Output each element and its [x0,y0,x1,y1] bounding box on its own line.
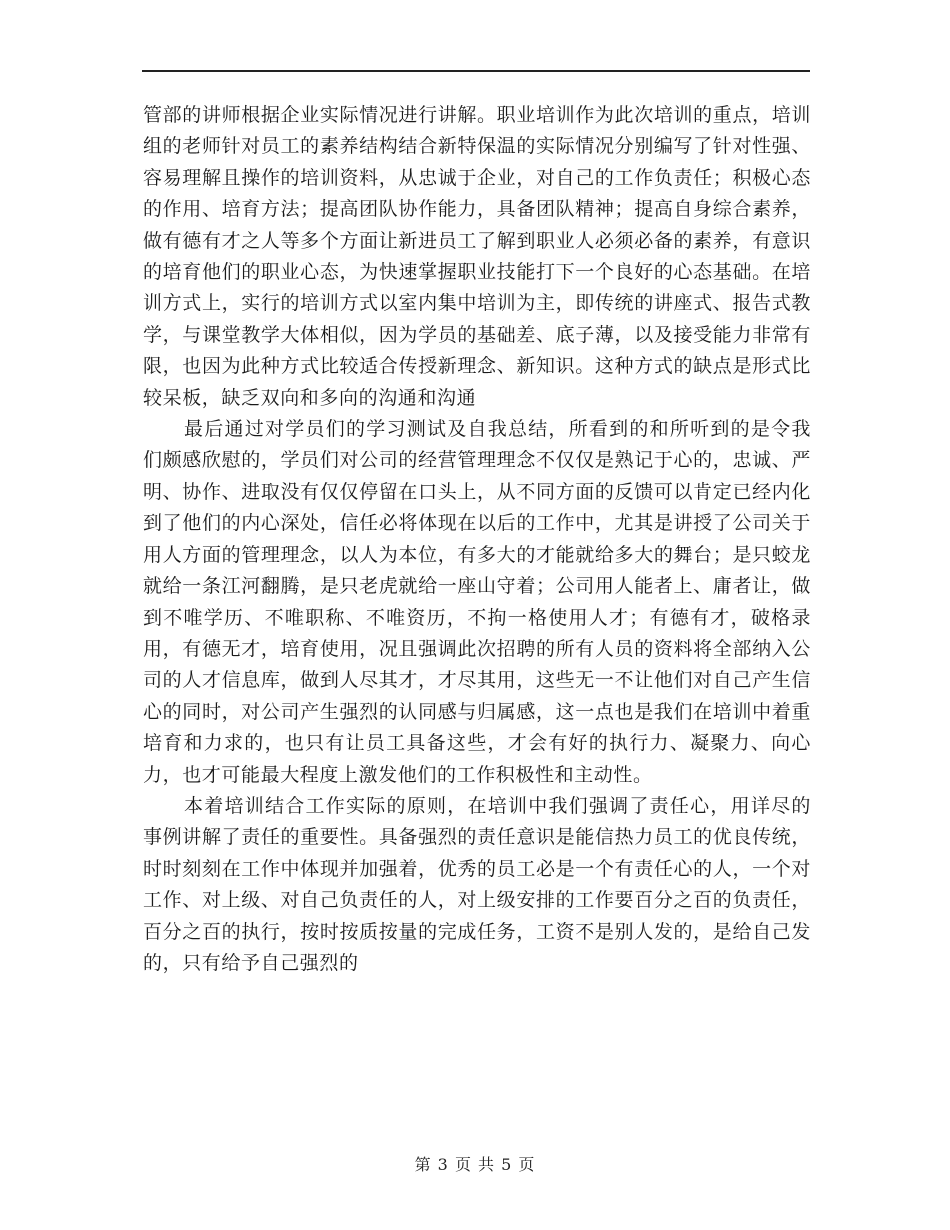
paragraph-1: 管部的讲师根据企业实际情况进行讲解。职业培训作为此次培训的重点，培训组的老师针对员工的素养结构结合新特保温的实际情况分别编写了针对性强、容易理解且操作的培训资料，从忠诚于企业，对自己的工作负责任；积极心态的作用、培育方法；提高团队协作能力，具备团队精神；提高自身综合素养，做有德有才之人等多个方面让新进员工了解到职业人必须必备的素养，有意识的培育他们的职业心态，为快速掌握职业技能打下一个良好的心态基础。在培训方式上，实行的培训方式以室内集中培训为主，即传统的讲座式、报告式教学，与课堂教学大体相似，因为学员的基础差、底子薄，以及接受能力非常有限，也因为此种方式比较适合传授新理念、新知识。这种方式的缺点是形式比较呆板，缺乏双向和多向的沟通和沟通 [143,104,811,409]
document-body [143,100,811,979]
paragraph-2: 最后通过对学员们的学习测试及自我总结，所看到的和所听到的是令我们颇感欣慰的，学员们对公司的经营管理理念不仅仅是熟记于心的，忠诚、严明、协作、进取没有仅仅停留在口头上，从不同方面的反馈可以肯定已经内化到了他们的内心深处，信任必将体现在以后的工作中，尤其是讲授了公司关于用人方面的管理理念，以人为本位，有多大的才能就给多大的舞台；是只蛟龙就给一条江河翻腾，是只老虎就给一座山守着；公司用人能者上、庸者让，做到不唯学历、不唯职称、不唯资历，不拘一格使用人才；有德有才，破格录用，有德无才，培育使用，况且强调此次招聘的所有人员的资料将全部纳入公司的人才信息库，做到人尽其才，才尽其用，这些无一不让他们对自己产生信心的同时，对公司产生强烈的认同感与归属感，这一点也是我们在培训中着重培育和力求的，也只有让员工具备这些，才会有好的执行力、凝聚力、向心力，也才可能最大程度上激发他们的工作积极性和主动性。 [143,418,811,786]
page-number-footer: 第 3 页 共 5 页 [414,1155,536,1174]
paragraph-3: 本着培训结合工作实际的原则，在培训中我们强调了责任心，用详尽的事例讲解了责任的重要性。具备强烈的责任意识是能信热力员工的优良传统，时时刻刻在工作中体现并加强着，优秀的员工必是一个有责任心的人，一个对工作、对上级、对自己负责任的人，对上级安排的工作要百分之百的负责任，百分之百的执行，按时按质按量的完成任务，工资不是别人发的，是给自己发的，只有给予自己强烈的 [143,794,811,974]
header-rule [142,70,810,72]
